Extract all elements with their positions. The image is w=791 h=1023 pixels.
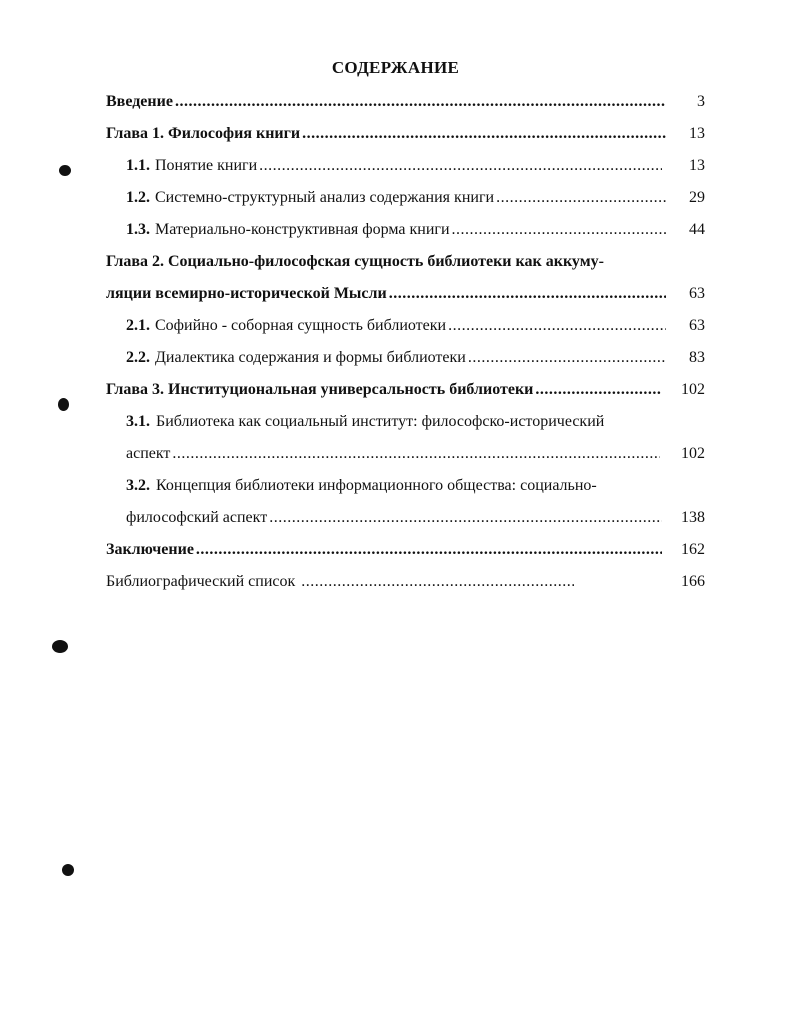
toc-entry-label-line-2: аспект xyxy=(126,445,171,462)
toc-entry-label-line-2: философский аспект xyxy=(126,509,268,526)
toc-entry-label: Диалектика содержания и формы библиотеки xyxy=(155,349,466,366)
leader-dots xyxy=(302,124,666,144)
toc-page-number: 162 xyxy=(681,541,705,558)
toc-entry-section-1-1[interactable] xyxy=(126,156,662,176)
toc-page-number: 3 xyxy=(697,93,705,110)
toc-entry-section-1-2[interactable] xyxy=(126,188,666,208)
leader-dots xyxy=(259,156,662,176)
leader-dots xyxy=(496,188,666,208)
toc-entry-conclusion[interactable] xyxy=(106,540,662,560)
leader-dots xyxy=(196,540,662,560)
section-number: 3.2. xyxy=(126,477,150,494)
leader-dots xyxy=(468,348,666,368)
toc-entry-section-1-3[interactable] xyxy=(126,220,666,240)
ink-blot xyxy=(59,165,71,176)
toc-entry-label: Понятие книги xyxy=(155,157,258,174)
toc-entry-chapter-3[interactable] xyxy=(106,380,662,400)
toc-entry-label: Библиографический список xyxy=(106,573,296,590)
toc-page-number: 44 xyxy=(689,221,705,238)
toc-entry-bibliography[interactable] xyxy=(106,572,574,592)
toc-entry-line-1 xyxy=(126,476,597,496)
toc-entry-section-2-1[interactable] xyxy=(126,316,666,336)
section-number: 3.1. xyxy=(126,413,150,430)
section-number: 2.2. xyxy=(126,349,150,366)
leader-dots xyxy=(452,220,666,240)
toc-entry-section-2-2[interactable] xyxy=(126,348,666,368)
section-number: 1.1. xyxy=(126,157,150,174)
leader-dots xyxy=(269,508,662,528)
ink-blot xyxy=(52,640,68,653)
toc-entry-label: Заключение xyxy=(106,541,194,558)
toc-entry-line-2 xyxy=(126,444,660,464)
leader-dots xyxy=(175,92,666,112)
toc-page-number: 13 xyxy=(689,125,705,142)
toc-entry-line-1 xyxy=(126,412,604,432)
leader-dots xyxy=(535,380,662,400)
toc-entry-label: Глава 3. Институциональная универсальность библиотеки xyxy=(106,381,534,398)
toc-page-number: 83 xyxy=(689,349,705,366)
leader-dots xyxy=(389,284,666,304)
toc-entry-line-2 xyxy=(126,508,662,528)
toc-entry-label: Софийно - соборная сущность библиотеки xyxy=(155,317,447,334)
toc-entry-label: Глава 1. Философия книги xyxy=(106,125,301,142)
toc-entry-label: Введение xyxy=(106,93,173,110)
toc-page-number: 138 xyxy=(681,509,705,526)
toc-entry-label: Материально-конструктивная форма книги xyxy=(155,221,450,238)
toc-entry-chapter-1[interactable] xyxy=(106,124,666,144)
toc-page-number: 63 xyxy=(689,317,705,334)
toc-entry-label-line-1: Концепция библиотеки информационного общества: социально- xyxy=(156,477,597,494)
ink-blot xyxy=(62,864,74,876)
leader-dots xyxy=(172,444,660,464)
toc-page-number: 63 xyxy=(689,285,705,302)
leader-dots xyxy=(301,572,574,592)
section-number: 1.2. xyxy=(126,189,150,206)
leader-dots xyxy=(448,316,666,336)
toc-entry-label-line-1: Глава 2. Социально-философская сущность библиотеки как аккуму- xyxy=(106,253,604,270)
ink-blot xyxy=(58,398,69,411)
toc-entry-label: Системно-структурный анализ содержания книги xyxy=(155,189,495,206)
toc-entry-line-2 xyxy=(106,284,666,304)
toc-entry-intro[interactable] xyxy=(106,92,666,112)
toc-page-number: 13 xyxy=(689,157,705,174)
page-title: СОДЕРЖАНИЕ xyxy=(331,58,460,77)
section-number: 1.3. xyxy=(126,221,150,238)
toc-entry-label-line-2: ляции всемирно-исторической Мысли xyxy=(106,285,387,302)
toc-page-number: 102 xyxy=(681,445,705,462)
section-number: 2.1. xyxy=(126,317,150,334)
toc-page-number: 166 xyxy=(681,573,705,590)
toc-entry-label-line-1: Библиотека как социальный институт: философско-исторический xyxy=(156,413,605,430)
toc-page-number: 29 xyxy=(689,189,705,206)
toc-page-number: 102 xyxy=(681,381,705,398)
